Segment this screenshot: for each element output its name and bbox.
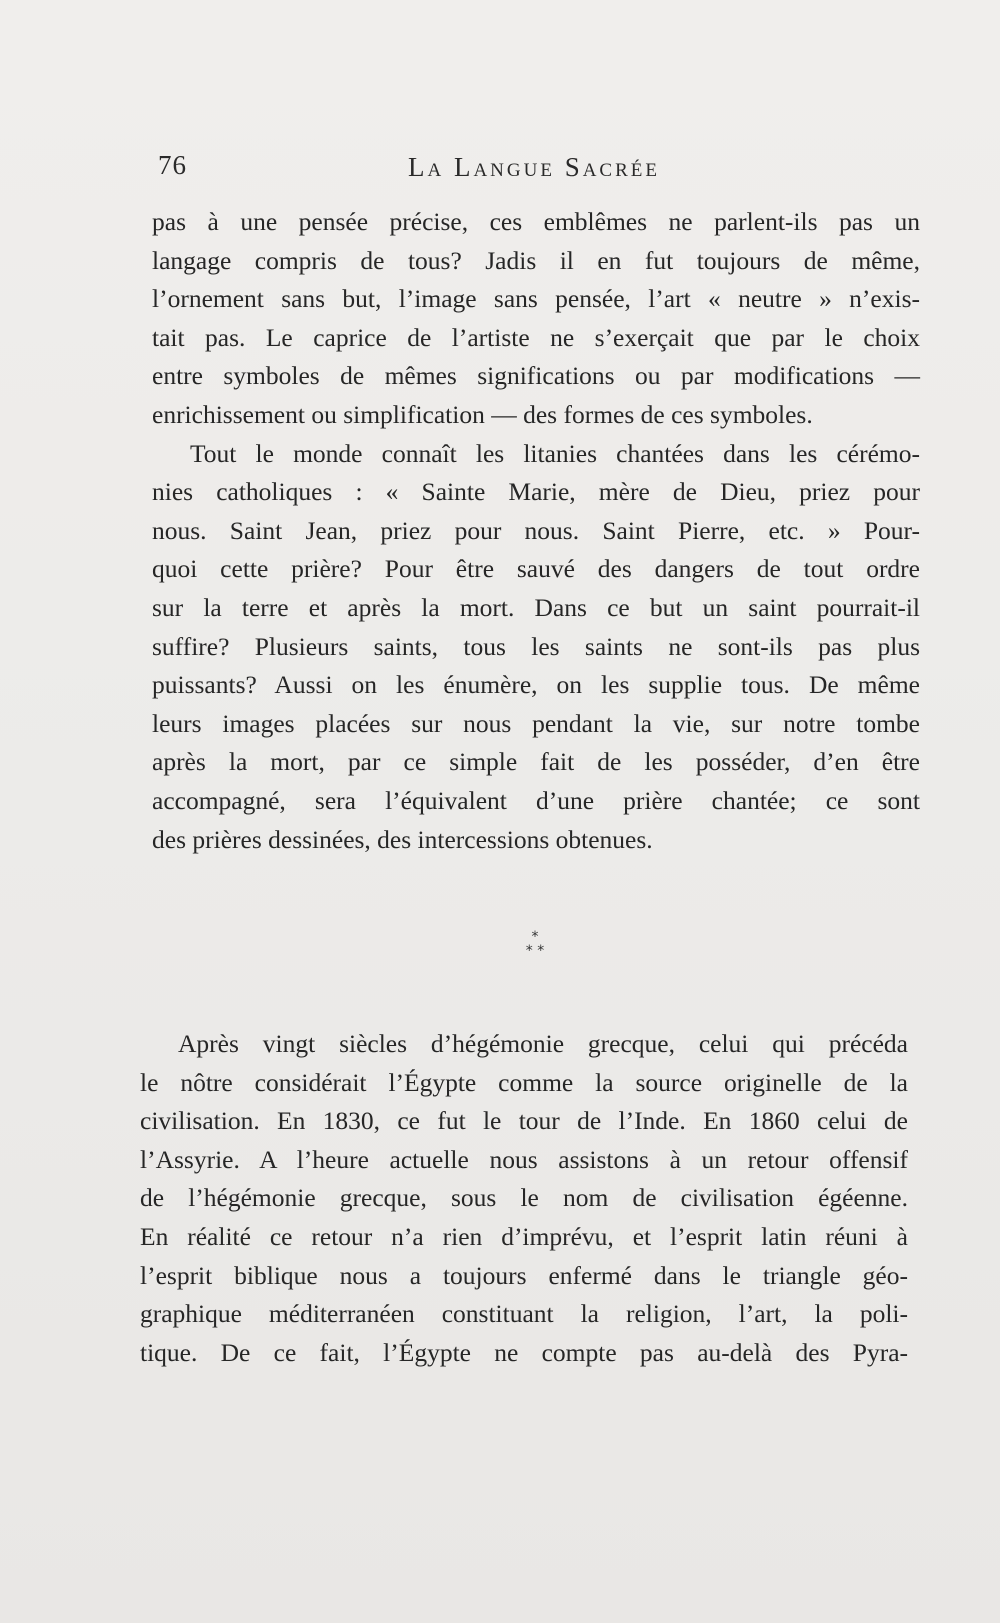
text-line: civilisation. En 1830, ce fut le tour de l’Inde. En 1860 celui de xyxy=(140,1106,908,1136)
page-number: 76 xyxy=(158,150,187,180)
text-line: le nôtre considérait l’Égypte comme la source originelle de la xyxy=(140,1067,908,1097)
text-line: des prières dessinées, des intercessions obtenues. xyxy=(152,824,653,854)
text-line: tique. De ce fait, l’Égypte ne compte pas au-delà des Pyra- xyxy=(140,1337,908,1367)
asterism-bottom: * * xyxy=(525,943,545,959)
text-line: langage compris de tous? Jadis il en fut toujours de même, xyxy=(152,245,920,275)
section-separator xyxy=(505,930,565,958)
text-line: de l’hégémonie grecque, sous le nom de civilisation égéenne. xyxy=(140,1183,908,1213)
text-line: après la mort, par ce simple fait de les posséder, d’en être xyxy=(152,747,920,777)
text-line: tait pas. Le caprice de l’artiste ne s’exerçait que par le choix xyxy=(152,322,920,352)
text-line: En réalité ce retour n’a rien d’imprévu, et l’esprit latin réuni à xyxy=(140,1221,908,1251)
paragraph-3 xyxy=(140,1025,908,1372)
text-line: Tout le monde connaît les litanies chantées dans les cérémo- xyxy=(190,438,920,468)
text-line: l’ornement sans but, l’image sans pensée, l’art « neutre » n’exis- xyxy=(152,284,920,314)
page-header xyxy=(158,150,878,190)
text-line: Après vingt siècles d’hégémonie grecque, celui qui précéda xyxy=(178,1029,908,1058)
text-line: puissants? Aussi on les énumère, on les supplie tous. De même xyxy=(152,670,920,700)
text-line: pas à une pensée précise, ces emblêmes ne parlent-ils pas un xyxy=(152,207,920,236)
paragraph-2 xyxy=(152,435,920,860)
text-block-upper xyxy=(152,203,920,859)
text-line: entre symboles de mêmes significations ou par modifications — xyxy=(152,361,920,391)
text-line: nous. Saint Jean, priez pour nous. Saint Pierre, etc. » Pour- xyxy=(152,515,920,545)
text-line: sur la terre et après la mort. Dans ce but un saint pourrait-il xyxy=(152,592,920,622)
text-line: leurs images placées sur nous pendant la vie, sur notre tombe xyxy=(152,708,920,738)
text-line: accompagné, sera l’équivalent d’une prière chantée; ce sont xyxy=(152,785,920,815)
text-line: enrichissement ou simplification — des formes de ces symboles. xyxy=(152,399,813,429)
running-title: La Langue Sacrée xyxy=(408,152,660,182)
text-line: quoi cette prière? Pour être sauvé des dangers de tout ordre xyxy=(152,554,920,584)
text-line: graphique méditerranéen constituant la religion, l’art, la poli- xyxy=(140,1299,908,1329)
text-line: l’esprit biblique nous a toujours enfermé dans le triangle géo- xyxy=(140,1260,908,1290)
text-line: suffire? Plusieurs saints, tous les saints ne sont-ils pas plus xyxy=(152,631,920,661)
text-line: nies catholiques : « Sainte Marie, mère de Dieu, priez pour xyxy=(152,477,920,507)
text-line: l’Assyrie. A l’heure actuelle nous assistons à un retour offensif xyxy=(140,1144,908,1174)
text-block-lower xyxy=(140,1025,908,1372)
asterism-top: * xyxy=(531,929,539,945)
paragraph-1 xyxy=(152,203,920,435)
